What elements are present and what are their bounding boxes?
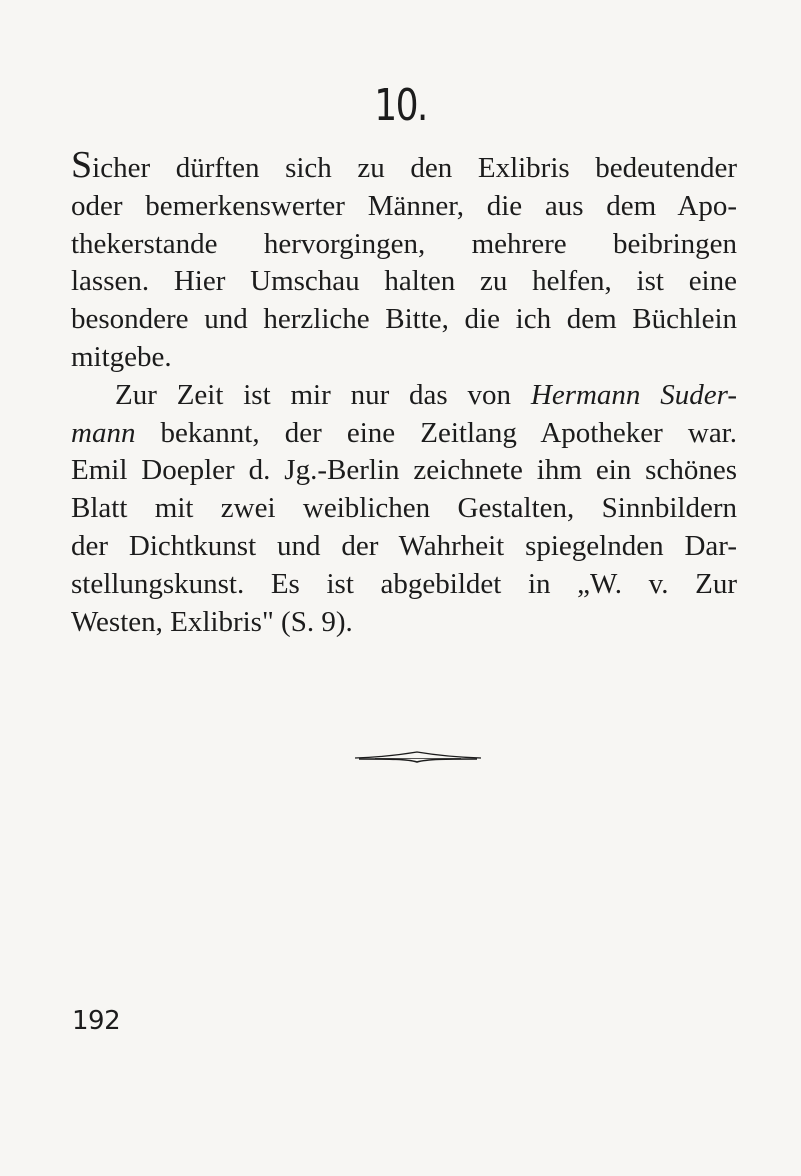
drop-cap: S	[71, 144, 93, 186]
paragraph-2-line-5: der Dichtkunst und der Wahrheit spiegelnden Dar-	[71, 529, 737, 562]
paragraph-1-line-4: lassen. Hier Umschau halten zu helfen, ist eine	[71, 265, 737, 298]
chapter-number: 10.	[374, 80, 427, 131]
paragraph-2-line-1-text: Zur Zeit ist mir nur das von	[115, 378, 531, 411]
page-number: 192	[72, 1006, 121, 1036]
paragraph-2-line-4: Blatt mit zwei weiblichen Gestalten, Sinnbildern	[71, 492, 737, 525]
paragraph-1-line-5: besondere und herzliche Bitte, die ich dem Büchlein	[71, 303, 737, 336]
author-name-part-1: Hermann Suder-	[530, 378, 737, 411]
body-text	[71, 144, 737, 641]
ornament-rule	[355, 750, 481, 764]
paragraph-2-line-6: stellungskunst. Es ist abgebildet in „W. v. Zur	[71, 567, 737, 600]
paragraph-1-line-6: mitgebe.	[71, 340, 172, 373]
paragraph-1-line-1-text: icher dürften sich zu den Exlibris bedeutender	[92, 152, 737, 184]
paragraph-1-line-3: thekerstande hervorgingen, mehrere beibringen	[71, 227, 737, 260]
paragraph-2-line-3: Emil Doepler d. Jg.-Berlin zeichnete ihm ein schönes	[71, 454, 737, 487]
paragraph-1-line-1	[71, 144, 737, 188]
paragraph-2-line-2-text: bekannt, der eine Zeitlang Apotheker war.	[135, 416, 737, 449]
paragraph-2-line-2	[71, 415, 737, 453]
paragraph-2-line-7: Westen, Exlibris" (S. 9).	[71, 605, 353, 638]
author-name-part-2: mann	[71, 416, 136, 449]
paragraph-2-line-1	[71, 377, 737, 415]
paragraph-1-line-2: oder bemerkenswerter Männer, die aus dem Apo-	[71, 189, 737, 222]
